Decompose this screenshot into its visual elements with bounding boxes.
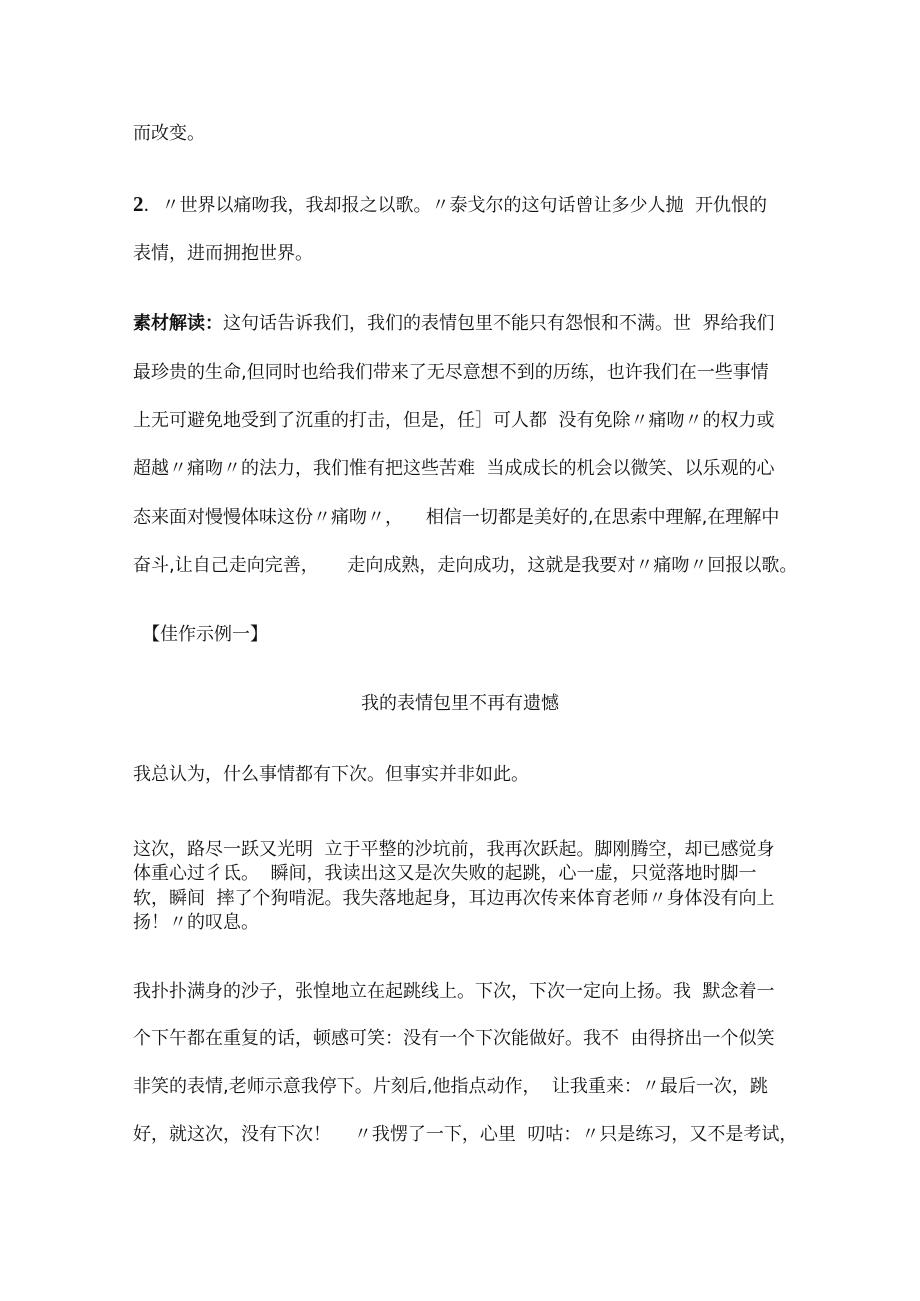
text-line: 超越〃痛吻〃的法力，我们惟有把这些苦难 当成成长的机会以微笑、以乐观的心 (133, 458, 775, 479)
text-line: 最珍贵的生命,但同时也给我们带来了无尽意想不到的历练，也许我们在一些事情 (133, 362, 769, 383)
text-line: 而改变。 (133, 123, 205, 144)
text-line: 奋斗,让自己走向完善， 走向成熟，走向成功，这就是我要对〃痛吻〃回报以歌。 (133, 555, 798, 576)
material-interpretation-line: 素材解读：这句话告诉我们，我们的表情包里不能只有怨恨和不满。世 界给我们 (133, 313, 775, 334)
text-line: 这次，路尽一跃又光明 立于平整的沙坑前，我再次跃起。脚刚腾空，却已感觉身 (133, 839, 775, 860)
text-line: 态来面对慢慢体味这份〃痛吻〃， 相信一切都是美好的,在思索中理解,在理解中 (133, 507, 780, 528)
item-2-line: 2．〃世界以痛吻我，我却报之以歌。〃泰戈尔的这句话曾让多少人抛 开仇恨的 (133, 192, 767, 216)
text-line: 我扑扑满身的沙子，张惶地立在起跳线上。下次，下次一定向上扬。我 默念着一 (133, 981, 775, 1002)
text-line: 非笑的表情,老师示意我停下。片刻后,他指点动作， 让我重来：〃最后一次，跳 (133, 1076, 768, 1097)
text-line: 个下午都在重复的话，顿感可笑：没有一个下次能做好。我不 由得挤出一个似笑 (133, 1028, 775, 1049)
text-line: 体重心过彳氐。 瞬间，我读出这又是次失败的起跳，心一虚，只觉落地时脚一 (133, 863, 757, 884)
text-line: 好，就这次，没有下次！ 〃我愣了一下，心里 叨咕：〃只是练习，又不是考试， (133, 1124, 798, 1145)
item-number: 2 (133, 192, 144, 216)
text-line: 上无可避免地受到了沉重的打击，但是，任］可人都 没有免除〃痛吻〃的权力或 (133, 410, 775, 431)
text-line: 表情，进而拥抱世界。 (133, 243, 313, 264)
text-line: 软，瞬间 摔了个狗啃泥。我失落地起身，耳边再次传来体育老师〃身体没有向上 (133, 888, 775, 909)
section-heading: 【佳作示例一】 (142, 624, 268, 645)
text-line: 我总认为，什么事情都有下次。但事实并非如此。 (133, 764, 529, 785)
text-line: 扬！〃的叹息。 (133, 912, 259, 933)
essay-title: 我的表情包里不再有遗憾 (361, 693, 559, 714)
material-label: 素材解读： (133, 313, 223, 334)
